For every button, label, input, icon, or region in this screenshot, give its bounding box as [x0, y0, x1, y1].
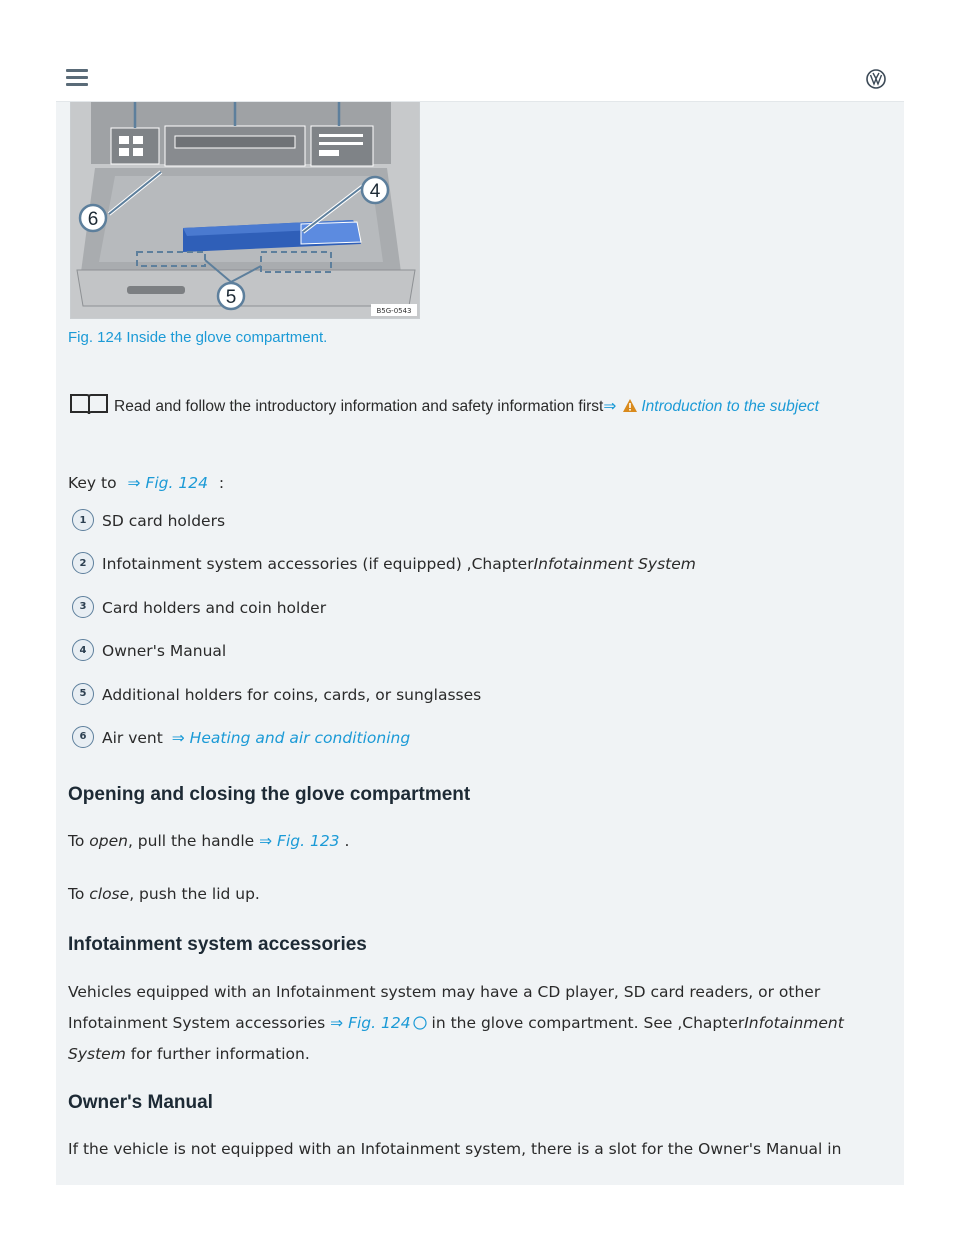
glove-compartment-illustration: [71, 102, 419, 318]
key-list: [72, 512, 696, 772]
figure-caption: Fig. 124 Inside the glove compartment.: [68, 329, 328, 346]
key-item-2: [72, 555, 696, 598]
paragraph-open: To open, pull the handle ⇒ Fig. 123 .: [68, 832, 350, 850]
callout-2-icon: [413, 1016, 427, 1030]
key-item-6: [72, 729, 696, 772]
paragraph-owners-manual: If the vehicle is not equipped with an Infotainment system, there is a slot for the Owner's Manual in: [68, 1140, 842, 1158]
heading-infotainment: Infotainment system accessories: [68, 934, 367, 955]
callout-4: 4: [369, 181, 381, 202]
vw-logo-icon[interactable]: [866, 69, 886, 89]
number-badge: 2: [72, 552, 94, 574]
hamburger-icon[interactable]: [66, 69, 88, 87]
fig-124-link-2[interactable]: ⇒ Fig. 124: [330, 1014, 411, 1032]
chapter-name: Infotainment System: [533, 555, 696, 574]
key-item-text: Card holders and coin holder: [102, 598, 327, 617]
paragraph-close: To close, push the lid up.: [68, 885, 260, 903]
key-item-3: [72, 599, 696, 642]
warning-icon: [622, 398, 638, 413]
key-item-text: SD card holders: [102, 512, 226, 530]
paragraph-infotainment: Vehicles equipped with an Infotainment system may have a CD player, SD card readers, or other Infotainment System accessories ⇒ Fig. 124 in the glove compartment. See ,ChapterInfotainment System for further information.: [68, 983, 844, 1063]
fig-124-link[interactable]: ⇒ Fig. 124: [127, 474, 208, 492]
number-badge: 1: [72, 509, 94, 531]
key-item-text: Owner's Manual: [102, 642, 227, 661]
chapter-name: Infotainment System: [68, 1014, 844, 1063]
key-item-5: [72, 686, 696, 729]
fig-123-link[interactable]: ⇒ Fig. 123: [259, 832, 340, 850]
emphasis-close: close: [89, 885, 130, 903]
intro-text: Read and follow the introductory information and safety information first: [114, 398, 604, 415]
callout-5: 5: [225, 287, 237, 308]
key-item-1: [72, 512, 696, 555]
book-icon: [68, 392, 110, 416]
key-prefix: Key to: [68, 474, 117, 492]
image-code: B5G-0543: [376, 307, 412, 315]
key-item-text: Additional holders for coins, cards, or sunglasses: [102, 685, 482, 704]
number-badge: 4: [72, 639, 94, 661]
number-badge: 5: [72, 683, 94, 705]
number-badge: 3: [72, 596, 94, 618]
top-bar: [56, 55, 904, 102]
number-badge: 6: [72, 726, 94, 748]
intro-arrow: ⇒: [603, 398, 617, 415]
glove-compartment-figure: [70, 102, 420, 319]
intro-note: [68, 392, 892, 420]
heading-owners-manual: Owner's Manual: [68, 1092, 213, 1113]
introduction-link[interactable]: Introduction to the subject: [641, 398, 819, 415]
heading-opening: Opening and closing the glove compartment: [68, 784, 471, 805]
manual-page: [56, 102, 904, 1185]
key-suffix: :: [218, 474, 225, 492]
emphasis-open: open: [89, 832, 128, 850]
key-item-text: Air vent: [102, 728, 163, 747]
key-line: [68, 474, 224, 492]
callout-6: 6: [87, 209, 99, 230]
key-item-text: Infotainment system accessories (if equipped) ,Chapter: [102, 555, 534, 574]
key-item-4: [72, 642, 696, 685]
heating-link[interactable]: ⇒ Heating and air conditioning: [171, 728, 411, 747]
